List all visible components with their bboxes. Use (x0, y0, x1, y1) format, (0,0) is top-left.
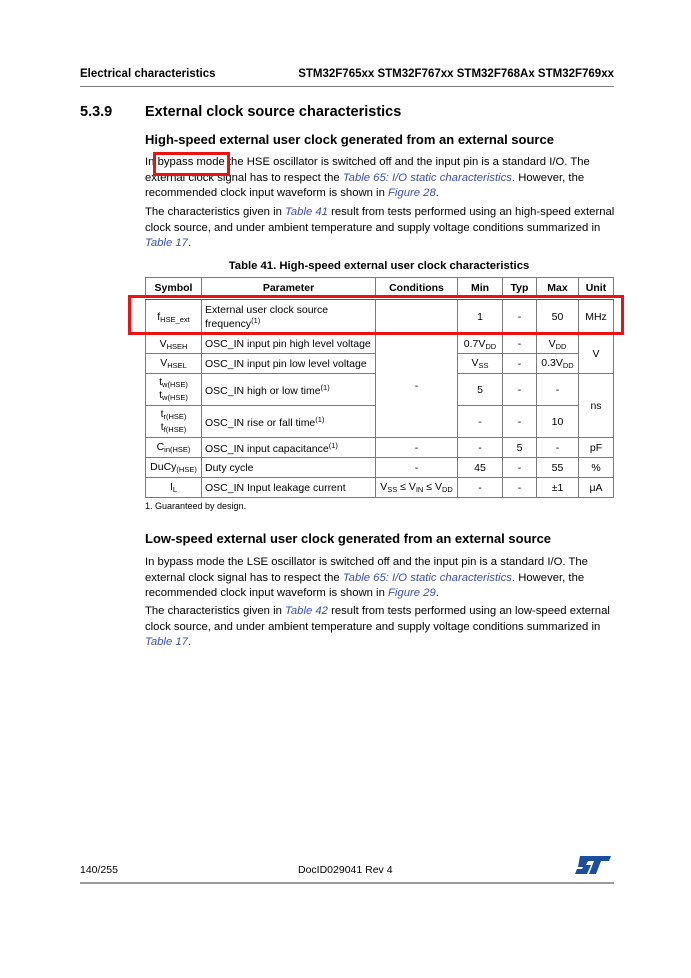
cell-max: - (537, 374, 579, 406)
symbol-sub: HSE_ext (160, 314, 190, 324)
symbol-main: C (156, 441, 165, 453)
cell-symbol (146, 335, 202, 354)
text: . (187, 636, 192, 649)
col-header-max: Max (537, 278, 579, 299)
value-main: 0.7V (463, 337, 486, 350)
symbol-main: t (159, 375, 163, 388)
footnote-ref: (1) (328, 440, 338, 450)
cell-min (458, 335, 503, 354)
cell-min: - (458, 478, 503, 498)
value-sub: DD (555, 341, 567, 351)
symbol-main: V (160, 357, 168, 369)
cell-typ: - (503, 354, 537, 374)
col-header-min: Min (458, 278, 503, 299)
cell-max: 50 (537, 299, 579, 335)
table-row (146, 438, 614, 458)
link-table-65[interactable]: Table 65: I/O static characteristics (342, 171, 512, 184)
text: result from tests performed using an high-speed external clock source, and under ambient temperature and supply voltage conditions summarized in (145, 206, 615, 234)
cell-unit: MHz (579, 299, 614, 335)
lse-paragraph-1 (145, 555, 615, 602)
cell-parameter: OSC_IN input pin high level voltage (202, 335, 376, 354)
parameter-text: External user clock source frequency (205, 304, 329, 330)
parameter-text: OSC_IN rise or fall time (205, 416, 316, 429)
col-header-conditions: Conditions (376, 278, 458, 299)
symbol-main: f (157, 310, 161, 323)
cell-typ: 5 (503, 438, 537, 458)
symbol-sub: L (172, 485, 178, 494)
lse-subsection-title: Low-speed external user clock generated from an external source (145, 531, 552, 546)
cell-unit-merged: V (579, 335, 614, 374)
symbol-main: V (159, 337, 167, 350)
cell-typ: - (503, 406, 537, 438)
footnote-ref: (1) (251, 316, 261, 325)
symbol-main: t (160, 407, 164, 420)
link-figure-28[interactable]: Figure 28 (388, 187, 436, 200)
text: . However, the recommended clock input waveform is shown in (145, 171, 585, 200)
cell-parameter: OSC_IN Input leakage current (202, 478, 376, 498)
header-devices: STM32F765xx STM32F767xx STM32F768Ax STM32F769xx (298, 68, 614, 80)
lse-paragraph-2 (145, 604, 615, 651)
footer-divider (80, 882, 614, 884)
section-title: External clock source characteristics (145, 104, 402, 120)
cell-min: 1 (458, 299, 503, 335)
cell-min (458, 354, 503, 374)
cell-unit-merged: ns (579, 374, 614, 438)
cell-max: 10 (537, 406, 579, 438)
parameter-text: OSC_IN high or low time (205, 384, 321, 397)
cell-typ: - (503, 374, 537, 406)
cell-max (537, 354, 579, 374)
text: the HSE oscillator is switched off and the input pin is a standard I/O. The external clock signal has to respect the (145, 156, 590, 184)
symbol-main: DuCy (150, 461, 177, 473)
cond-sub: IN (415, 485, 424, 494)
hse-subsection-title: High-speed external user clock generated from an external source (145, 132, 554, 147)
cell-parameter: Duty cycle (202, 458, 376, 478)
link-table-17[interactable]: Table 17 (145, 636, 188, 649)
cell-parameter (202, 438, 376, 458)
cell-unit: pF (579, 438, 614, 458)
symbol-sub: in(HSE) (164, 445, 191, 454)
text: . (435, 187, 439, 200)
value-sub: DD (562, 361, 574, 370)
page-number: 140/255 (80, 864, 118, 876)
symbol-sub: (HSE) (176, 465, 197, 474)
symbol-sub: w(HSE) (162, 392, 188, 402)
table-row (146, 458, 614, 478)
footnote-ref: (1) (315, 414, 325, 424)
symbol-sub: w(HSE) (162, 379, 188, 389)
table-row (146, 335, 614, 354)
st-logo-icon (574, 855, 612, 875)
cell-max: ±1 (537, 478, 579, 498)
symbol-sub: f(HSE) (163, 424, 187, 434)
table-footnote: 1. Guaranteed by design. (145, 501, 247, 511)
text: . (187, 237, 192, 250)
cell-typ: - (503, 335, 537, 354)
header-section-name: Electrical characteristics (80, 68, 216, 80)
symbol-main: I (169, 481, 173, 493)
cell-symbol (146, 458, 202, 478)
cell-symbol (146, 406, 202, 438)
cell-symbol (146, 374, 202, 406)
cell-conditions: - (376, 438, 458, 458)
text: result from tests performed using an low-speed external clock source, and under ambient temperature and supply voltage conditions summarized in (145, 605, 610, 633)
table-row (146, 478, 614, 498)
col-header-unit: Unit (579, 278, 614, 299)
cell-min: - (458, 406, 503, 438)
text: In (145, 156, 158, 168)
cell-typ: - (503, 299, 537, 335)
value-sub: SS (478, 361, 489, 370)
cell-unit: % (579, 458, 614, 478)
cell-min: 5 (458, 374, 503, 406)
highlighted-text: bypass mode (157, 156, 225, 168)
value-main: V (471, 357, 479, 369)
text: . (435, 587, 439, 600)
highlight-box-bypass-mode (153, 152, 230, 176)
link-figure-29[interactable]: Figure 29 (388, 587, 436, 600)
cell-parameter: OSC_IN input pin low level voltage (202, 354, 376, 374)
symbol-main: t (160, 420, 164, 433)
symbol-sub: HSEL (167, 361, 187, 370)
cell-conditions: - (376, 458, 458, 478)
cell-min: - (458, 438, 503, 458)
value-main: 0.3V (541, 357, 563, 369)
header-divider (80, 86, 614, 87)
text: The characteristics given in (145, 206, 286, 218)
symbol-sub: r(HSE) (163, 411, 187, 421)
cond-sub: DD (441, 485, 453, 494)
link-table-17[interactable]: Table 17 (145, 237, 188, 250)
cond-sub: SS (387, 485, 398, 494)
text: The characteristics given in (145, 605, 286, 617)
col-header-parameter: Parameter (202, 278, 376, 299)
cell-unit: μA (579, 478, 614, 498)
col-header-typ: Typ (503, 278, 537, 299)
table-caption: Table 41. High-speed external user clock characteristics (228, 260, 530, 272)
hse-paragraph-2 (145, 205, 615, 252)
text: . However, the recommended clock input waveform is shown in (145, 571, 585, 600)
cell-typ: - (503, 458, 537, 478)
parameter-text: OSC_IN input capacitance (205, 442, 329, 455)
cell-max: 55 (537, 458, 579, 478)
cell-max: - (537, 438, 579, 458)
document-id: DocID029041 Rev 4 (298, 864, 393, 876)
cell-parameter (202, 406, 376, 438)
cell-conditions-merged: - (376, 335, 458, 438)
cell-max (537, 335, 579, 354)
cell-min: 45 (458, 458, 503, 478)
text: In bypass mode the LSE oscillator is switched off and the input pin is a standard I/O. The external clock signal has to respect the (145, 556, 588, 584)
footnote-ref: (1) (320, 382, 330, 392)
value-main: V (548, 337, 556, 350)
highlight-box-fhse-row (128, 295, 624, 335)
link-table-41[interactable]: Table 41 (285, 206, 328, 218)
cell-parameter (202, 374, 376, 406)
link-table-42[interactable]: Table 42 (285, 605, 328, 617)
cond-text: V (380, 481, 388, 493)
cond-text: ≤ V (397, 481, 416, 493)
symbol-sub: HSEH (166, 341, 188, 351)
col-header-symbol: Symbol (146, 278, 202, 299)
cell-symbol (146, 478, 202, 498)
section-number: 5.3.9 (80, 104, 113, 120)
cond-text: ≤ V (423, 481, 442, 493)
symbol-main: t (159, 388, 163, 401)
cell-symbol (146, 354, 202, 374)
link-table-65[interactable]: Table 65: I/O static characteristics (342, 571, 512, 584)
cell-conditions (376, 478, 458, 498)
cell-symbol (146, 438, 202, 458)
value-sub: DD (485, 341, 497, 351)
cell-typ: - (503, 478, 537, 498)
